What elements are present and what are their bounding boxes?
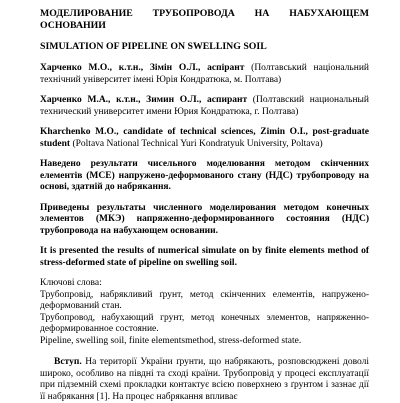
authors-ua (40, 63, 369, 86)
authors-ua-names: Харченко М.О., к.т.н., Зімін О.Л., аспірант (40, 63, 245, 73)
intro-label: Вступ. (54, 357, 82, 367)
authors-en-names: Kharchenko M.O., candidate of technical sciences, Zimin O.I., post-graduate student (40, 127, 369, 149)
authors-ru (40, 95, 369, 118)
title-ua-line2: ОСНОВАНИИ (40, 20, 106, 31)
keywords-ua: Трубопровід, набрякливий ґрунт, метод скінченних елементів, напружено-деформований стан. (40, 289, 369, 311)
authors-ua-affiliation: (Полтавський національний технічний університет імені Юрія Кондратюка, м. Полтава) (40, 63, 369, 85)
authors-ru-names: Харченко М.А., к.т.н., Зимин О.Л., аспирант (40, 95, 248, 105)
authors-ru-affiliation: (Полтавский национальный технический университет имени Юрия Кондратюка, г. Полтава) (40, 95, 370, 117)
paper-page (40, 8, 369, 403)
intro-paragraph (40, 357, 369, 403)
title-en: SIMULATION OF PIPELINE ON SWELLING SOIL (40, 41, 267, 52)
abstract-ru: Приведены результаты численного моделирования методом конечных элементов (МКЭ) напряженно-деформированного состояния (НДС) трубопровода на набухающем основании. (40, 202, 369, 236)
title-ua-line1: МОДЕЛИРОВАНИЕ ТРУБОПРОВОДА НА НАБУХАЮЩЕМ (40, 8, 369, 19)
abstract-en: It is presented the results of numerical simulate on by finite elements method of stress-deformed state of pipeline on swelling soil. (40, 246, 369, 268)
keywords-label: Ключові слова: (40, 278, 102, 288)
authors-en (40, 127, 369, 150)
authors-en-affiliation: (Poltava National Technical Yuri Kondratyuk University, Poltava) (70, 138, 323, 149)
keywords-en: Pipeline, swelling soil, finite elementsmethod, stress-deformed state. (40, 335, 302, 346)
abstract-ua: Наведено результати чисельного моделювання методом скінченних елементів (МСЕ) напружено-деформованого стану (НДС) трубопроводу на основі, здатній до набрякання. (40, 159, 369, 192)
keywords-ru: Трубопровод, набухающий грунт, метод конечных элементов, напряженно-деформированное состояние. (40, 312, 369, 334)
intro-text: На території України ґрунти, що набрякають, розповсюджені доволі широко, особливо на півдні та сході країни. Трубопровід у процесі експлуатації при підземній схемі прокладки контактує всією поверхнею з ґрунтом і зазнає дії її набрякання [1]. На процес набрякання впливає (40, 357, 369, 402)
